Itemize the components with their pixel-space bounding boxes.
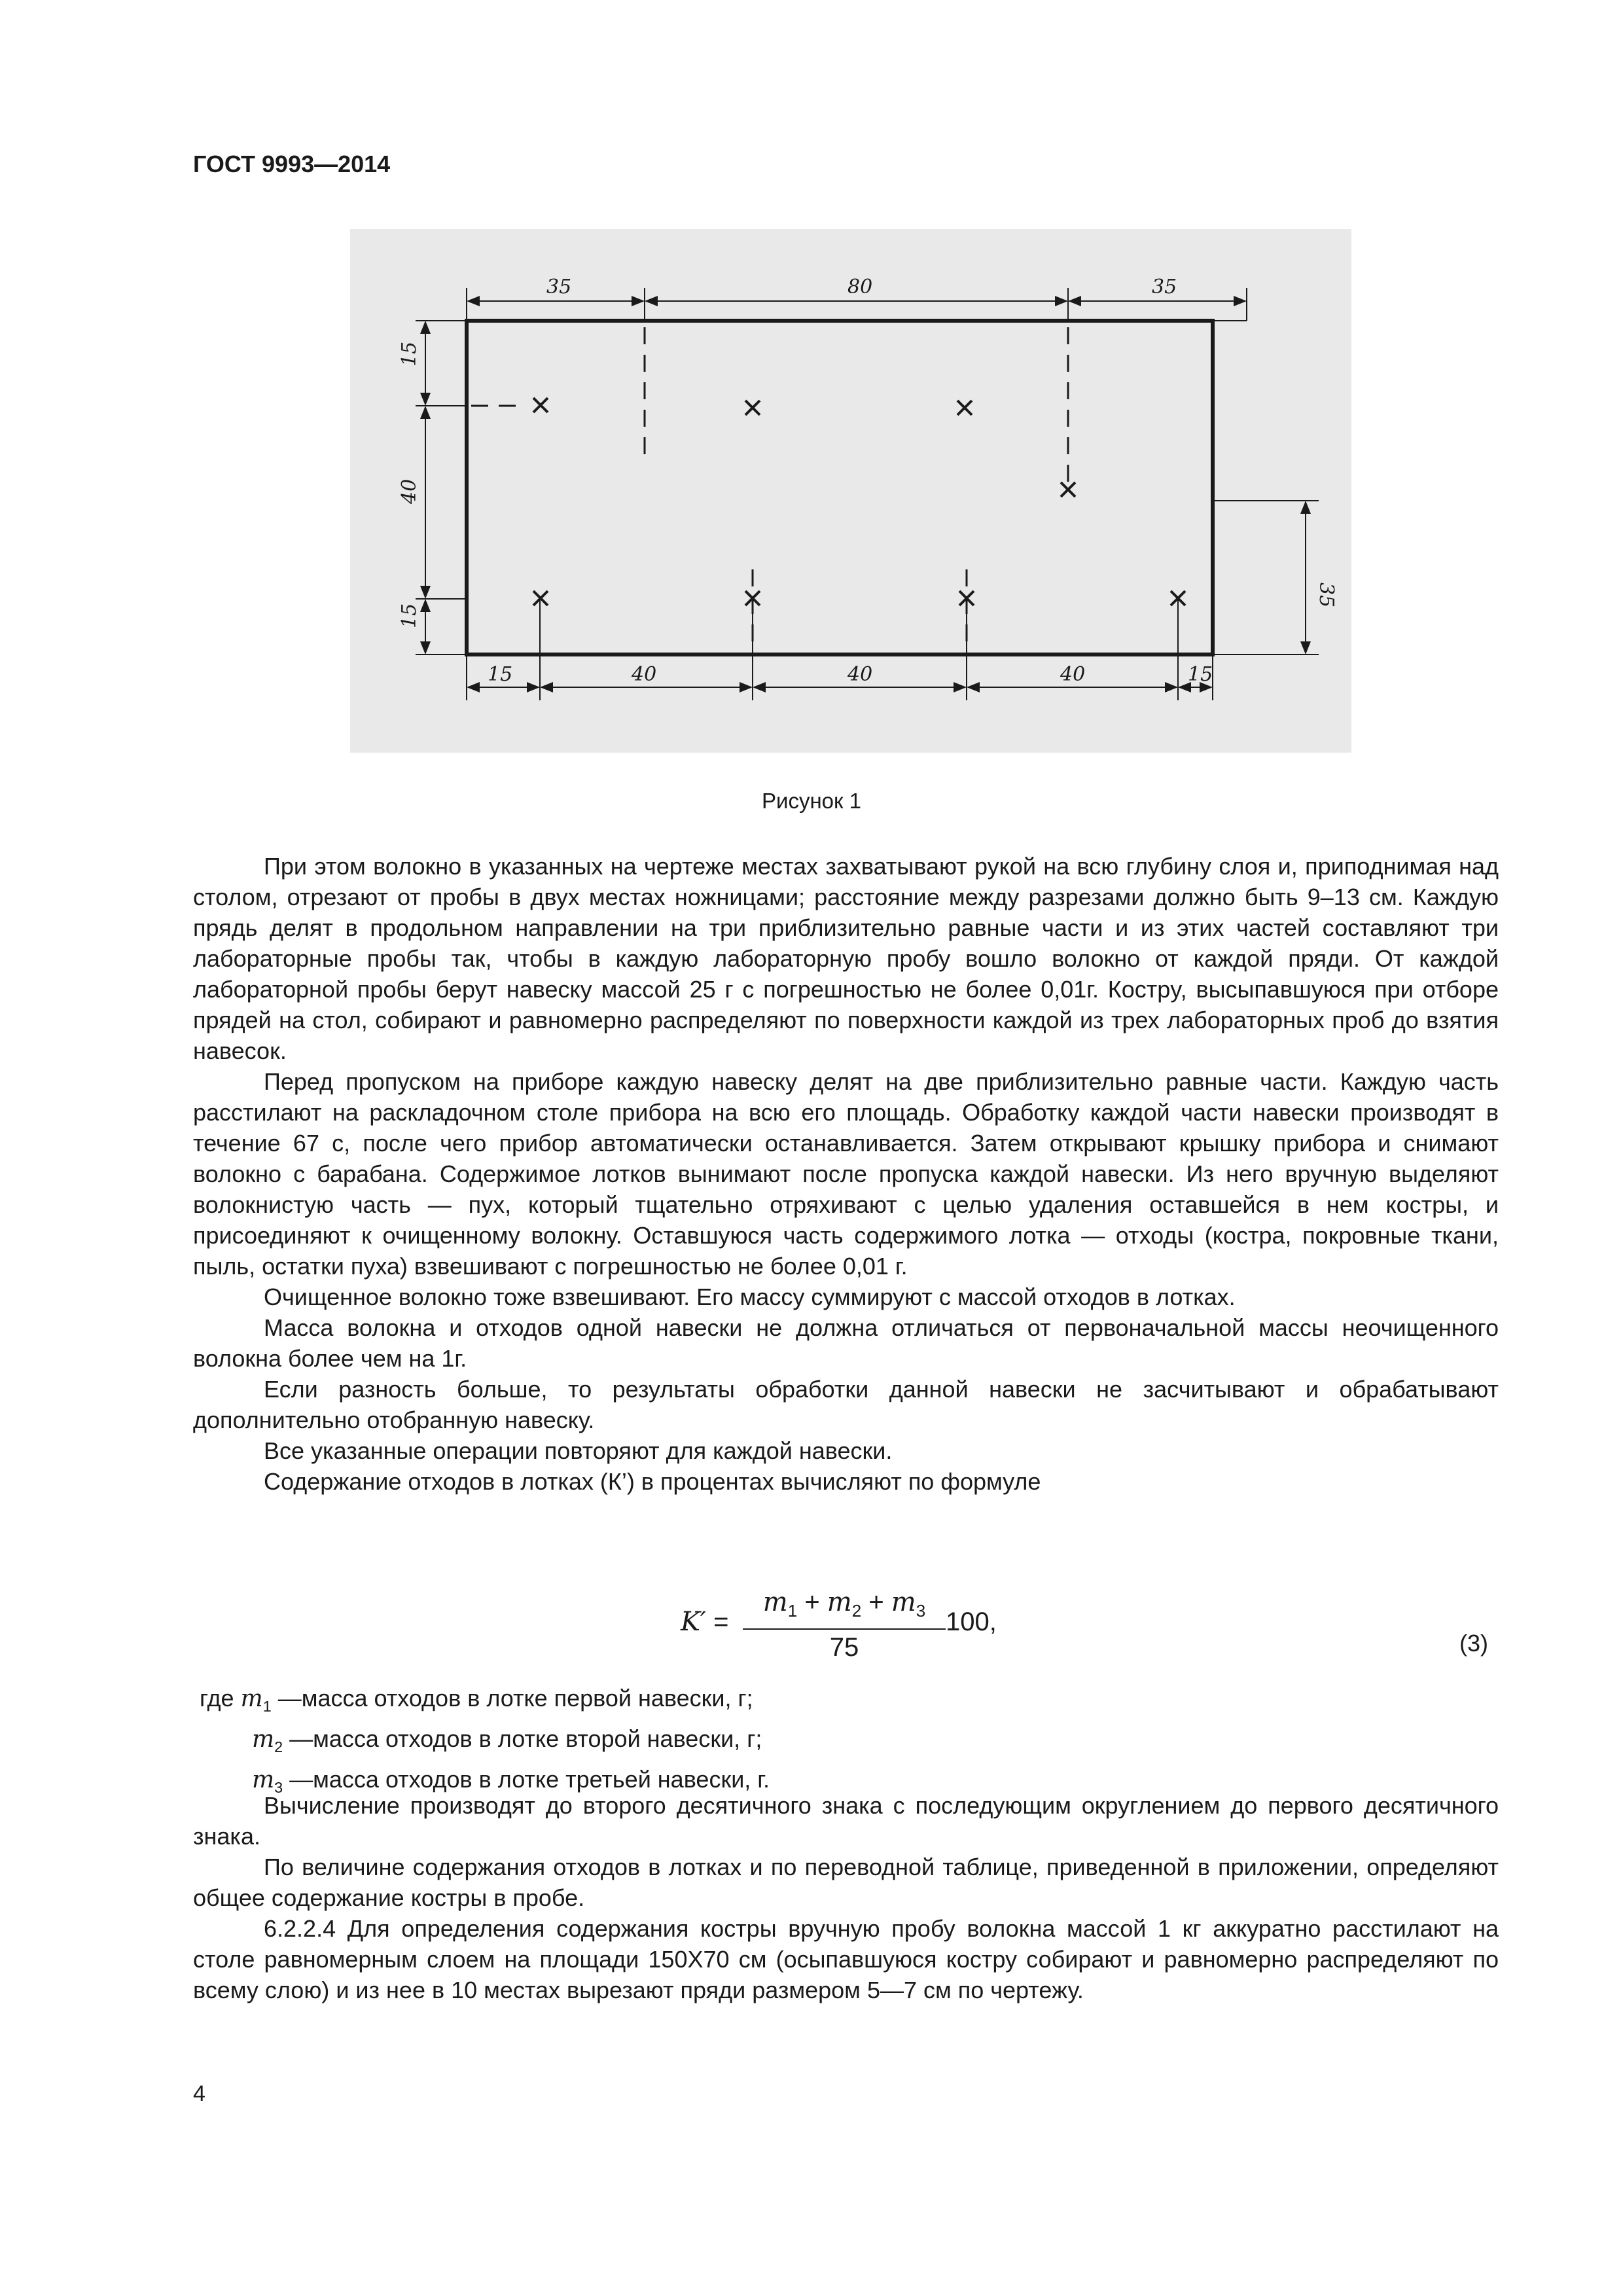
paragraph: Масса волокна и отходов одной навески не должна отличаться от первоначальной массы неочищенного волокна более чем на 1г.	[193, 1314, 1499, 1372]
dim-top-2: 80	[847, 276, 873, 298]
dim-top-1: 35	[546, 276, 572, 298]
dim-bottom-2: 40	[632, 663, 657, 686]
paragraph: Вычисление производят до второго десятичного знака с последующим округлением до первого десятичного знака.	[193, 1792, 1499, 1850]
definition-row: $m_2$ —масса отходов в лотке второй навески, г;	[252, 1725, 762, 1756]
formula-numerator: $m_1 + m_2 + m_3$	[743, 1587, 946, 1630]
paragraph: Перед пропуском на приборе каждую навеску делят на две приблизительно равные части. Каждую часть расстилают на раскладочном столе прибора на всю его площадь. Обработку каждой части навески производят в течение 67 с, после чего прибор автоматически останавливается. Затем открывают крышку прибора и снимают волокно с барабана. Содержимое лотков вынимают после пропуска каждой навески. Из него вручную выделяют волокнистую часть — пух, который тщательно отряхивают с целью удаления оставшейся в нем костры, и присоединяют к очищенному волокну. Оставшуюся часть содержимого лотка — отходы (костра, покровные ткани, пыль, остатки пуха) взвешивают с погрешностью не более 0,01 г.	[193, 1068, 1499, 1280]
cut-mark	[957, 401, 972, 415]
dim-bottom-5: 15	[1188, 663, 1213, 686]
paragraph: 6.2.2.4 Для определения содержания костры вручную пробу волокна массой 1 кг аккуратно расстилают на столе равномерным слоем на площади 150Х70 см (осыпавшуюся костру собирают и равномерно распределяют по всему слою) и из нее в 10 местах вырезают пряди размером 5—7 см по чертежу.	[193, 1915, 1499, 2003]
formula-lhs: K′	[681, 1607, 706, 1637]
dim-left-2: 40	[398, 478, 421, 504]
dim-left-3: 15	[398, 603, 421, 628]
variable-definitions	[200, 1682, 770, 1804]
body-text-block-2	[193, 1790, 1499, 2005]
equation-number: (3)	[1459, 1630, 1488, 1657]
document-header: ГОСТ 9993—2014	[193, 151, 391, 177]
definition-row: $m_3$ —масса отходов в лотке третьей навески, г.	[252, 1766, 770, 1797]
dim-top-3: 35	[1152, 276, 1177, 298]
paragraph: Если разность больше, то результаты обработки данной навески не засчитывают и обрабатывают дополнительно отобранную навеску.	[193, 1376, 1499, 1433]
formula-fraction	[743, 1587, 946, 1662]
formula-denominator: 75	[829, 1633, 859, 1662]
dim-left-1: 15	[398, 341, 421, 367]
definition-row: где $m_1$ —масса отходов в лотке первой навески, г;	[200, 1685, 753, 1715]
paragraph: Очищенное волокно тоже взвешивают. Его массу суммируют с массой отходов в лотках.	[264, 1283, 1236, 1310]
dim-bottom-3: 40	[847, 663, 873, 686]
layout-diagram	[350, 229, 1351, 753]
formula-rhs: 100,	[946, 1607, 997, 1636]
dim-right: 35	[1315, 583, 1338, 608]
paragraph: При этом волокно в указанных на чертеже местах захватывают рукой на всю глубину слоя и, приподнимая над столом, отрезают от пробы в двух местах ножницами; расстояние между разрезами должно быть 9–13 см. Каждую прядь делят в продольном направлении на три приблизительно равные части и из этих частей составляют три лабораторные пробы так, чтобы в каждую лабораторную пробу вошло волокно от каждой пряди. От каждой лабораторной пробы берут навеску массой 25 г с погрешностью не более 0,01г. Кострy, высыпавшуюся при отборе прядей на стол, собирают и равномерно распределяют по поверхности каждой из трех лабораторных проб до взятия навесок.	[193, 853, 1499, 1064]
page-number: 4	[193, 2081, 205, 2106]
formula-equals: =	[713, 1607, 729, 1636]
dim-bottom-4: 40	[1060, 663, 1086, 686]
sample-rectangle	[467, 321, 1213, 655]
paragraph: Содержание отходов в лотках (К’) в процентах вычисляют по формуле	[264, 1468, 1041, 1495]
figure-caption: Рисунок 1	[762, 789, 861, 813]
paragraph: По величине содержания отходов в лотках и по переводной таблице, приведенной в приложении, определяют общее содержание костры в пробе.	[193, 1854, 1499, 1911]
cut-mark	[745, 401, 760, 415]
paragraph: Все указанные операции повторяют для каждой навески.	[264, 1437, 893, 1464]
figure-1-drawing	[350, 229, 1351, 753]
cut-mark	[1061, 482, 1075, 497]
dim-bottom-1: 15	[488, 663, 513, 686]
body-text-block-1	[193, 851, 1499, 1497]
cut-mark	[533, 398, 548, 412]
